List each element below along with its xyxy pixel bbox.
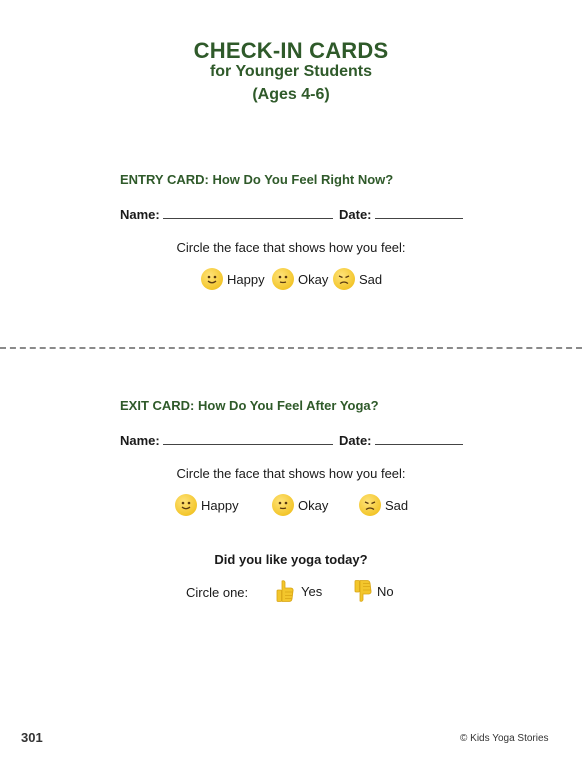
exit-card-instruction: Circle the face that shows how you feel: (176, 466, 406, 481)
face-label: Happy (201, 497, 239, 513)
cut-line-divider (0, 347, 582, 349)
face-label: Sad (359, 271, 383, 287)
sad-face-icon (333, 268, 355, 290)
copyright-notice: © Kids Yoga Stories (460, 733, 549, 744)
page-title: CHECK-IN CARDS (193, 38, 389, 63)
no-option[interactable] (353, 579, 394, 603)
entry-card-fields (120, 206, 463, 222)
entry-face-sad[interactable] (333, 268, 382, 290)
entry-face-happy[interactable] (201, 268, 265, 290)
face-label: Sad (385, 497, 409, 513)
exit-face-sad[interactable] (359, 494, 408, 516)
date-label: Date: (339, 433, 372, 448)
thumbs-down-icon (353, 579, 373, 603)
sad-face-icon (359, 494, 381, 516)
age-range: (Ages 4-6) (252, 86, 330, 103)
circle-one-label: Circle one: (186, 585, 249, 601)
name-field[interactable] (163, 206, 333, 219)
date-field[interactable] (375, 432, 463, 445)
yes-option[interactable] (275, 579, 322, 603)
okay-face-icon (272, 494, 294, 516)
date-label: Date: (339, 207, 372, 222)
happy-face-icon (175, 494, 197, 516)
yoga-question: Did you like yoga today? (214, 552, 368, 567)
no-label: No (377, 583, 394, 599)
page-number: 301 (21, 730, 43, 745)
okay-face-icon (272, 268, 294, 290)
entry-card-instruction: Circle the face that shows how you feel: (176, 240, 406, 255)
name-field[interactable] (163, 432, 333, 445)
exit-face-happy[interactable] (175, 494, 239, 516)
happy-face-icon (201, 268, 223, 290)
name-label: Name: (120, 433, 160, 448)
page-subtitle: for Younger Students (209, 63, 373, 80)
entry-card-heading: ENTRY CARD: How Do You Feel Right Now? (120, 172, 394, 187)
face-label: Okay (298, 271, 329, 287)
entry-face-okay[interactable] (272, 268, 328, 290)
exit-card-fields (120, 432, 463, 448)
face-label: Happy (227, 271, 265, 287)
thumbs-up-icon (275, 579, 295, 603)
circle-one-row (186, 584, 248, 600)
date-field[interactable] (375, 206, 463, 219)
face-label: Okay (298, 497, 329, 513)
exit-face-okay[interactable] (272, 494, 328, 516)
name-label: Name: (120, 207, 160, 222)
yes-label: Yes (301, 583, 323, 599)
exit-card-heading: EXIT CARD: How Do You Feel After Yoga? (120, 398, 379, 413)
